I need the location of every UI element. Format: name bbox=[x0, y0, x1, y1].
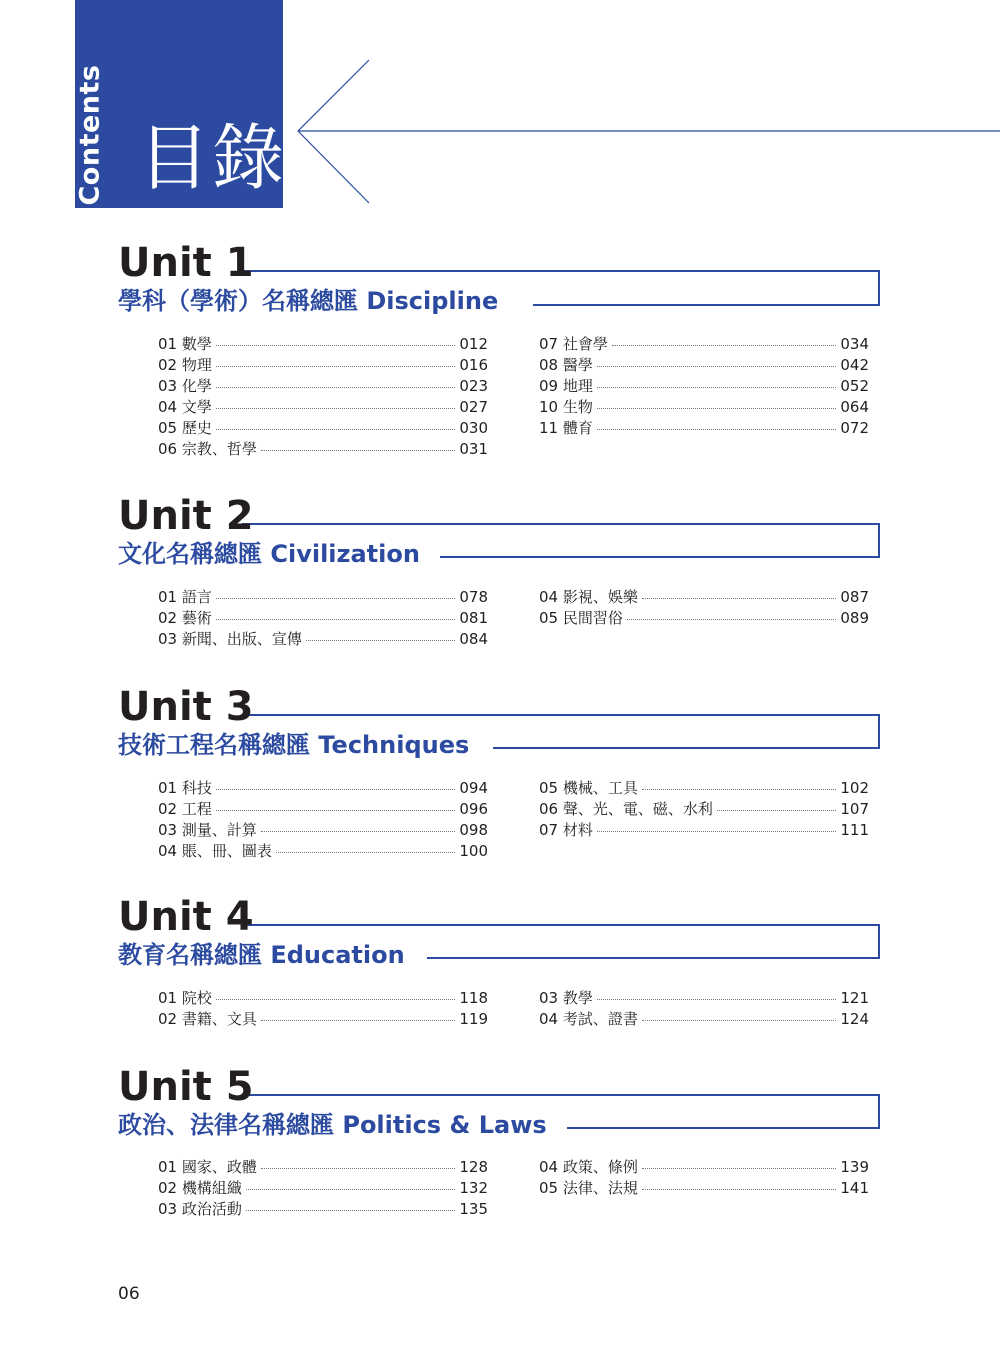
toc-entry-page: 128 bbox=[459, 1157, 488, 1176]
dot-leader bbox=[597, 408, 837, 409]
toc-entry-page: 064 bbox=[840, 397, 869, 416]
unit-title: Unit 5 bbox=[118, 1064, 254, 1110]
toc-entry-page: 094 bbox=[459, 778, 488, 797]
dot-leader bbox=[597, 366, 837, 367]
dot-leader bbox=[216, 999, 456, 1000]
dot-leader bbox=[612, 345, 837, 346]
dot-leader bbox=[216, 345, 456, 346]
dot-leader bbox=[216, 387, 456, 388]
toc-entry-label: 04 文學 bbox=[158, 398, 212, 416]
toc-entry-label: 03 新聞、出版、宣傳 bbox=[158, 630, 302, 648]
toc-entry-label: 03 教學 bbox=[539, 989, 593, 1007]
toc-entry[interactable] bbox=[158, 1177, 488, 1198]
toc-entry-page: 034 bbox=[840, 334, 869, 353]
toc-entry[interactable] bbox=[539, 819, 869, 840]
toc-entry-label: 05 歷史 bbox=[158, 419, 212, 437]
toc-entry-label: 02 機構組織 bbox=[158, 1179, 242, 1197]
toc-entry-page: 012 bbox=[459, 334, 488, 353]
toc-entry-label: 01 語言 bbox=[158, 588, 212, 606]
toc-entry[interactable] bbox=[539, 333, 869, 354]
toc-entry[interactable] bbox=[158, 819, 488, 840]
dot-leader bbox=[216, 810, 456, 811]
toc-entry-page: 096 bbox=[459, 799, 488, 818]
contents-label-text: Contents bbox=[74, 64, 106, 206]
dot-leader bbox=[642, 789, 837, 790]
dot-leader bbox=[642, 1020, 837, 1021]
toc-entry-page: 132 bbox=[459, 1178, 488, 1197]
dot-leader bbox=[216, 408, 456, 409]
toc-entry-label: 01 院校 bbox=[158, 989, 212, 1007]
toc-entry-label: 04 賬、冊、圖表 bbox=[158, 842, 272, 860]
toc-entry-label: 09 地理 bbox=[539, 377, 593, 395]
toc-entry-label: 07 社會學 bbox=[539, 335, 608, 353]
dot-leader bbox=[627, 619, 837, 620]
toc-entry-page: 023 bbox=[459, 376, 488, 395]
toc-entry-label: 03 測量、計算 bbox=[158, 821, 257, 839]
toc-entry-label: 05 民間習俗 bbox=[539, 609, 623, 627]
dot-leader bbox=[717, 810, 837, 811]
toc-entry-label: 05 機械、工具 bbox=[539, 779, 638, 797]
unit-subtitle: 政治、法律名稱總匯 Politics & Laws bbox=[118, 1110, 557, 1140]
toc-entry[interactable] bbox=[158, 417, 488, 438]
dot-leader bbox=[597, 387, 837, 388]
unit-title: Unit 1 bbox=[118, 240, 254, 286]
toc-entry-page: 141 bbox=[840, 1178, 869, 1197]
page-title: 目錄 bbox=[138, 116, 287, 200]
toc-entry-label: 04 影視、娛樂 bbox=[539, 588, 638, 606]
dot-leader bbox=[216, 366, 456, 367]
toc-entry-label: 08 醫學 bbox=[539, 356, 593, 374]
unit-subtitle: 技術工程名稱總匯 Techniques bbox=[118, 730, 479, 760]
toc-entry-label: 01 科技 bbox=[158, 779, 212, 797]
toc-entry[interactable] bbox=[158, 777, 488, 798]
dot-leader bbox=[276, 852, 456, 853]
dot-leader bbox=[642, 598, 837, 599]
unit-title: Unit 4 bbox=[118, 894, 254, 940]
toc-entry-label: 03 化學 bbox=[158, 377, 212, 395]
dot-leader bbox=[246, 1210, 456, 1211]
toc-entry-label: 02 藝術 bbox=[158, 609, 212, 627]
toc-entry[interactable] bbox=[158, 798, 488, 819]
toc-entry-page: 078 bbox=[459, 587, 488, 606]
dot-leader bbox=[216, 429, 456, 430]
toc-entry[interactable] bbox=[158, 1008, 488, 1029]
unit-subtitle: 教育名稱總匯 Education bbox=[118, 940, 415, 970]
dot-leader bbox=[597, 999, 837, 1000]
dot-leader bbox=[597, 429, 837, 430]
toc-entry[interactable] bbox=[158, 375, 488, 396]
unit-subtitle: 文化名稱總匯 Civilization bbox=[118, 539, 430, 569]
dot-leader bbox=[261, 1020, 456, 1021]
toc-entry-page: 031 bbox=[459, 439, 488, 458]
dot-leader bbox=[216, 598, 456, 599]
toc-entry-page: 139 bbox=[840, 1157, 869, 1176]
toc-entry-page: 016 bbox=[459, 355, 488, 374]
toc-entry[interactable] bbox=[539, 396, 869, 417]
dot-leader bbox=[306, 640, 456, 641]
toc-entry-page: 030 bbox=[459, 418, 488, 437]
toc-entry-page: 087 bbox=[840, 587, 869, 606]
toc-entry[interactable] bbox=[158, 1156, 488, 1177]
dot-leader bbox=[261, 1168, 456, 1169]
toc-entry[interactable] bbox=[539, 1156, 869, 1177]
dot-leader bbox=[642, 1189, 837, 1190]
toc-entry[interactable] bbox=[158, 333, 488, 354]
toc-entry[interactable] bbox=[158, 1198, 488, 1219]
unit-subtitle: 學科（學術）名稱總匯 Discipline bbox=[118, 286, 508, 316]
toc-entry[interactable] bbox=[158, 396, 488, 417]
dot-leader bbox=[246, 1189, 456, 1190]
toc-entry[interactable] bbox=[158, 586, 488, 607]
toc-entry-page: 081 bbox=[459, 608, 488, 627]
toc-entry-page: 124 bbox=[840, 1009, 869, 1028]
toc-entry-page: 118 bbox=[459, 988, 488, 1007]
toc-entry-label: 01 國家、政體 bbox=[158, 1158, 257, 1176]
toc-entry-label: 02 物理 bbox=[158, 356, 212, 374]
toc-entry-label: 04 政策、條例 bbox=[539, 1158, 638, 1176]
toc-entry[interactable] bbox=[539, 417, 869, 438]
toc-entry[interactable] bbox=[539, 375, 869, 396]
toc-entry[interactable] bbox=[158, 987, 488, 1008]
toc-entry[interactable] bbox=[539, 1008, 869, 1029]
dot-leader bbox=[597, 831, 837, 832]
toc-entry[interactable] bbox=[539, 987, 869, 1008]
toc-entry-page: 121 bbox=[840, 988, 869, 1007]
toc-entry[interactable] bbox=[158, 840, 488, 861]
toc-entry-label: 02 書籍、文具 bbox=[158, 1010, 257, 1028]
toc-entry-label: 11 體育 bbox=[539, 419, 593, 437]
dot-leader bbox=[216, 619, 456, 620]
toc-entry-label: 03 政治活動 bbox=[158, 1200, 242, 1218]
toc-entry[interactable] bbox=[539, 777, 869, 798]
page-number: 06 bbox=[118, 1284, 140, 1304]
toc-entry-page: 119 bbox=[459, 1009, 488, 1028]
toc-entry-label: 04 考試、證書 bbox=[539, 1010, 638, 1028]
dot-leader bbox=[642, 1168, 837, 1169]
toc-entry[interactable] bbox=[539, 586, 869, 607]
toc-entry-page: 042 bbox=[840, 355, 869, 374]
toc-entry-page: 072 bbox=[840, 418, 869, 437]
toc-entry[interactable] bbox=[539, 354, 869, 375]
toc-entry[interactable] bbox=[158, 628, 488, 649]
toc-entry[interactable] bbox=[539, 1177, 869, 1198]
toc-entry-label: 06 聲、光、電、磁、水利 bbox=[539, 800, 713, 818]
toc-entry[interactable] bbox=[539, 607, 869, 628]
toc-entry-page: 100 bbox=[459, 841, 488, 860]
toc-entry-label: 06 宗教、哲學 bbox=[158, 440, 257, 458]
unit-title: Unit 2 bbox=[118, 493, 254, 539]
toc-entry-label: 07 材料 bbox=[539, 821, 593, 839]
toc-entry-page: 084 bbox=[459, 629, 488, 648]
toc-entry-page: 052 bbox=[840, 376, 869, 395]
toc-entry[interactable] bbox=[158, 354, 488, 375]
toc-entry-label: 01 數學 bbox=[158, 335, 212, 353]
toc-entry-page: 102 bbox=[840, 778, 869, 797]
dot-leader bbox=[216, 789, 456, 790]
toc-entry-page: 098 bbox=[459, 820, 488, 839]
unit-title: Unit 3 bbox=[118, 684, 254, 730]
toc-entry[interactable] bbox=[158, 438, 488, 459]
toc-entry-page: 111 bbox=[840, 820, 869, 839]
dot-leader bbox=[261, 831, 456, 832]
toc-entry[interactable] bbox=[539, 798, 869, 819]
toc-entry-label: 02 工程 bbox=[158, 800, 212, 818]
toc-entry-label: 10 生物 bbox=[539, 398, 593, 416]
toc-entry-page: 089 bbox=[840, 608, 869, 627]
toc-entry-page: 027 bbox=[459, 397, 488, 416]
dot-leader bbox=[261, 450, 456, 451]
toc-entry-page: 135 bbox=[459, 1199, 488, 1218]
toc-entry[interactable] bbox=[158, 607, 488, 628]
toc-entry-label: 05 法律、法規 bbox=[539, 1179, 638, 1197]
toc-entry-page: 107 bbox=[840, 799, 869, 818]
